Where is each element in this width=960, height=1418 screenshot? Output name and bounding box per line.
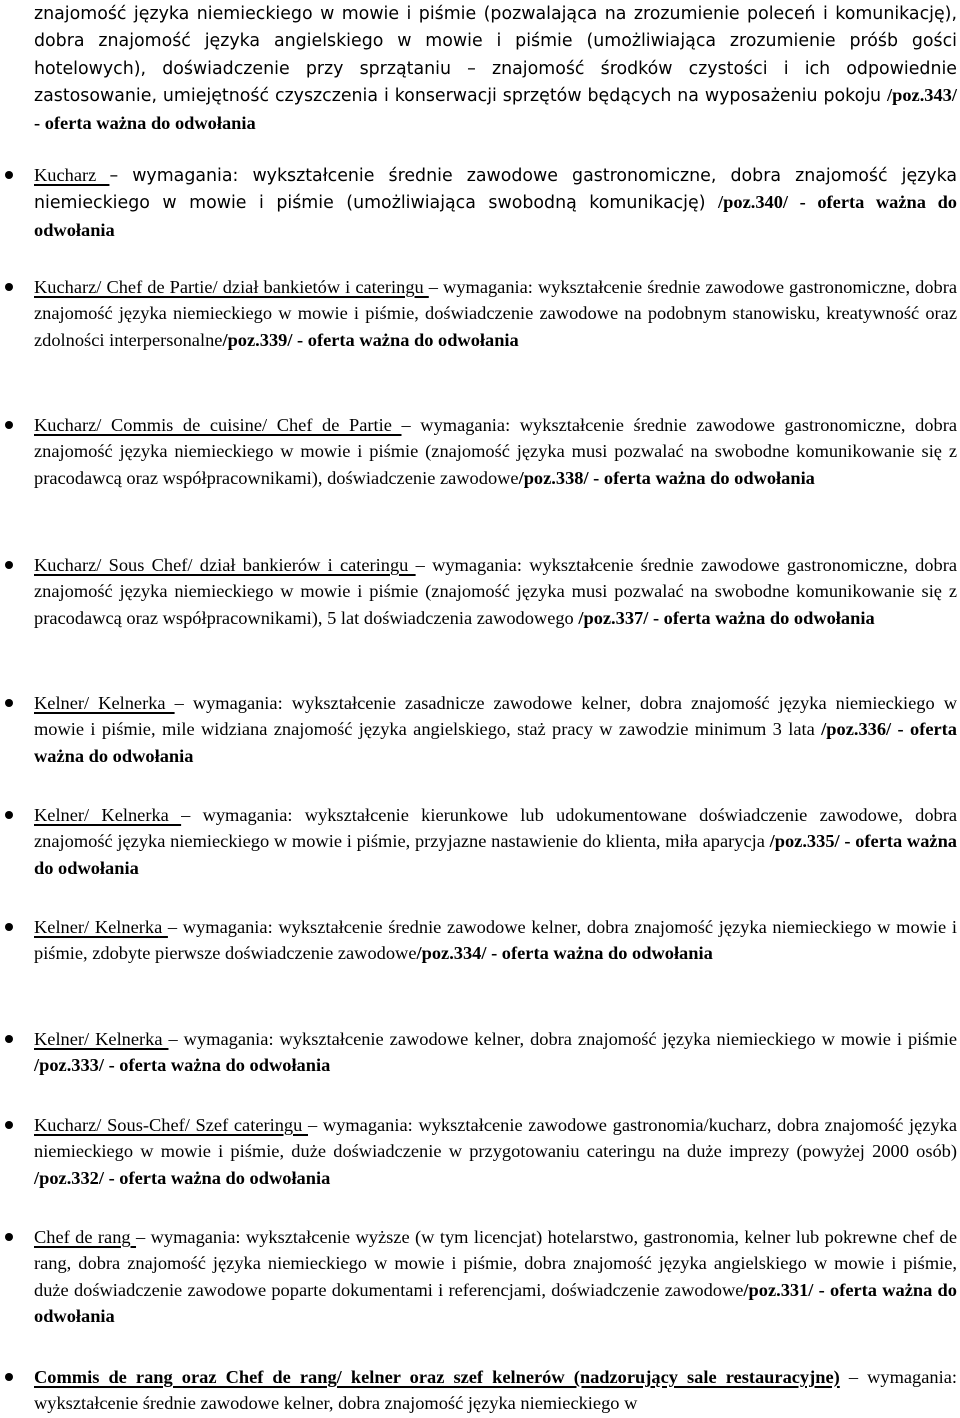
intro-paragraph <box>34 0 957 136</box>
job-requirements: – wymagania: wykształcenie średnie zawodowe gastronomiczne, dobra znajomość języka niemieckiego w mowie i piśmie (umożliwiająca swobodną komunikację) <box>34 166 957 214</box>
intro-text: znajomość języka niemieckiego w mowie i piśmie (pozwalająca na zrozumienie poleceń i komunikację), dobra znajomość języka angielskiego w mowie i piśmie (umożliwiająca zrozumienie próśb gości hotelowych), doświadczenie przy sprzątaniu – znajomość środków czystości i ich odpowiednie zastosowanie, umiejętność czyszczenia i konserwacji sprzętów będących na wyposażeniu pokoju <box>34 4 957 107</box>
job-reference: /poz.336/ - oferta ważna do odwołania <box>34 719 957 766</box>
job-entry-kucharz <box>34 162 957 243</box>
job-requirements: – wymagania: wykształcenie średnie zawodowe kelner, dobra znajomość języka niemieckiego w mowie i piśmie, zdobyte pierwsze doświadczenie zawodowe <box>34 917 958 964</box>
job-reference: /poz.334/ - oferta ważna do odwołania <box>416 943 713 964</box>
job-entry-kelner-333 <box>34 1026 957 1079</box>
job-reference: /poz.331/ - oferta ważna do odwołania <box>34 1279 957 1327</box>
job-title: Commis de rang oraz Chef de rang/ kelner oraz szef kelnerów (nadzorujący sale restauracyjne) <box>34 1367 840 1387</box>
bullet-icon <box>5 1121 13 1129</box>
bullet-icon <box>5 923 13 931</box>
job-requirements: – wymagania: wykształcenie średnie zawodowe gastronomiczne, dobra znajomość języka niemieckiego w mowie i piśmie (znajomość języka musi pozwalać na swobodne komunikowanie się z pracodawcą oraz współpracownikami), 5 lat doświadczenia zawodowego <box>34 555 957 628</box>
bullet-icon <box>5 171 13 179</box>
job-reference: /poz.340/ - oferta ważna do odwołania <box>34 192 957 240</box>
intro-reference: /poz.343/ - oferta ważna do odwołania <box>34 85 957 133</box>
job-title: Kelner/ Kelnerka <box>34 1029 169 1049</box>
job-requirements: – wymagania: wykształcenie kierunkowe lub udokumentowane doświadczenie zawodowe, dobra znajomość języka niemieckiego w mowie i piśmie, przyjazne nastawienie do klienta, miła aparycja <box>34 805 958 852</box>
job-reference: /poz.337/ - oferta ważna do odwołania <box>578 607 875 628</box>
job-entry-szef-cateringu <box>34 1112 957 1191</box>
bullet-icon <box>5 1373 13 1381</box>
bullet-icon <box>5 421 13 429</box>
job-reference: /poz.332/ - oferta ważna do odwołania <box>34 1167 331 1188</box>
job-entry-kelner-334 <box>34 914 957 967</box>
job-entry-kelner-335 <box>34 802 957 881</box>
bullet-icon <box>5 283 13 291</box>
job-entry-commis-de-rang <box>34 1364 957 1417</box>
job-entry-chef-de-partie <box>34 274 957 353</box>
job-title: Kucharz/ Sous Chef/ dział bankierów i cateringu <box>34 555 416 575</box>
job-requirements: – wymagania: wykształcenie zasadnicze zawodowe kelner, dobra znajomość języka niemieckiego w mowie i piśmie, mile widziana znajomość języka angielskiego, staż pracy w zawodzie minimum 3 lata <box>34 693 957 740</box>
job-entry-chef-de-rang <box>34 1224 957 1330</box>
bullet-icon <box>5 1233 13 1241</box>
job-entry-commis-de-cuisine <box>34 412 957 491</box>
job-reference: /poz.338/ - oferta ważna do odwołania <box>518 467 815 488</box>
job-title: Chef de rang <box>34 1227 137 1247</box>
job-title: Kucharz/ Chef de Partie/ dział bankietów i cateringu <box>34 277 429 297</box>
job-requirements: – wymagania: wykształcenie zawodowe kelner, dobra znajomość języka niemieckiego w mowie i piśmie <box>168 1029 957 1049</box>
bullet-icon <box>5 561 13 569</box>
job-requirements: – wymagania: wykształcenie średnie zawodowe gastronomiczne, dobra znajomość języka niemieckiego w mowie i piśmie, doświadczenie zawodowe na podobnym stanowisku, kreatywność oraz zdolności interpersonalne <box>34 277 957 350</box>
job-reference: /poz.335/ - oferta ważna do odwołania <box>34 831 957 878</box>
job-entry-kelner-336 <box>34 690 957 769</box>
job-title: Kelner/ Kelnerka <box>34 917 168 937</box>
job-entry-sous-chef <box>34 552 957 631</box>
job-reference: /poz.339/ - oferta ważna do odwołania <box>222 329 519 350</box>
job-reference: /poz.333/ - oferta ważna do odwołania <box>34 1055 331 1076</box>
bullet-icon <box>5 1035 13 1043</box>
job-title: Kelner/ Kelnerka <box>34 693 175 713</box>
job-requirements: – wymagania: wykształcenie średnie zawodowe kelner, dobra znajomość języka niemieckiego w <box>34 1367 957 1414</box>
job-title: Kucharz <box>34 165 110 185</box>
bullet-icon <box>5 811 13 819</box>
job-requirements: – wymagania: wykształcenie wyższe (w tym licencjat) hotelarstwo, gastronomia, kelner lub pokrewne chef de rang, dobra znajomość języka niemieckiego w mowie i piśmie, dobra znajomość języka angielskiego w mowie i piśmie, duże doświadczenie zawodowe poparte dokumentami i referencjami, doświadczenie zawodowe <box>34 1227 957 1300</box>
job-title: Kucharz/ Sous-Chef/ Szef cateringu <box>34 1115 308 1135</box>
job-title: Kelner/ Kelnerka <box>34 805 182 825</box>
bullet-icon <box>5 699 13 707</box>
job-requirements: – wymagania: wykształcenie zawodowe gastronomia/kucharz, dobra znajomość języka niemieckiego w mowie i piśmie, duże doświadczenie w przygotowaniu cateringu na duże imprezy (powyżej 2000 osób) <box>34 1115 957 1162</box>
job-title: Kucharz/ Commis de cuisine/ Chef de Partie <box>34 415 402 435</box>
job-requirements: – wymagania: wykształcenie średnie zawodowe gastronomiczne, dobra znajomość języka niemieckiego w mowie i piśmie (znajomość języka musi pozwalać na swobodne komunikowanie się z pracodawcą oraz współpracownikami), doświadczenie zawodowe <box>34 415 957 488</box>
